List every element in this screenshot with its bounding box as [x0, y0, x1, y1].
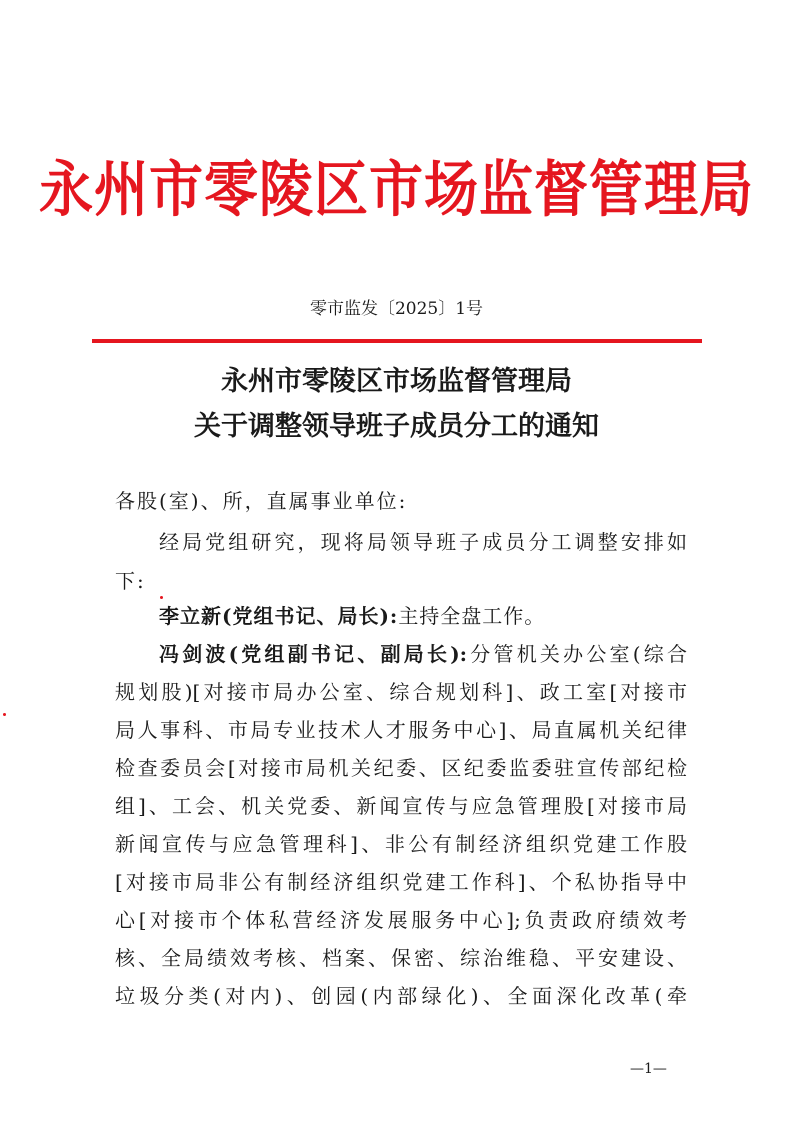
salutation: 各股(室)、所，直属事业单位:	[115, 489, 408, 513]
stray-mark	[160, 596, 163, 599]
masthead-title: 永州市零陵区市场监督管理局	[39, 152, 754, 225]
intro-line-1: 经局党组研究，现将局领导班子成员分工调整安排如	[159, 530, 687, 554]
body-line: [对接市局非公有制经济组织党建工作科]、个私协指导中	[115, 870, 687, 894]
item-text: 分管机关办公室(综合	[467, 642, 688, 666]
stray-mark	[3, 713, 6, 716]
item-name: 冯剑波(党组副书记、副局长):	[159, 642, 468, 666]
body-line: 心[对接市个体私营经济发展服务中心];负责政府绩效考	[115, 908, 687, 932]
body-line: 组]、工会、机关党委、新闻宣传与应急管理股[对接市局	[115, 794, 687, 818]
body-line: 局人事科、市局专业技术人才服务中心]、局直属机关纪律	[115, 718, 687, 742]
item-feng-jianbo	[159, 640, 687, 668]
item-name: 李立新(党组书记、局长):	[159, 604, 399, 628]
body-line: 检查委员会[对接市局机关纪委、区纪委监委驻宣传部纪检	[115, 756, 687, 780]
notice-title-line-1: 永州市零陵区市场监督管理局	[221, 366, 572, 397]
body-line: 新闻宣传与应急管理科]、非公有制经济组织党建工作股	[115, 832, 687, 856]
notice-title-line-2: 关于调整领导班子成员分工的通知	[194, 411, 599, 442]
body-line: 垃圾分类(对内)、创园(内部绿化)、全面深化改革(牵	[115, 984, 687, 1008]
body-line: 核、全局绩效考核、档案、保密、综治维稳、平安建设、	[115, 946, 687, 970]
item-li-lixin	[159, 602, 687, 630]
item-text: 主持全盘工作。	[398, 604, 546, 628]
intro-line-2: 下:	[115, 569, 146, 593]
document-number: 零市监发〔2025〕1号	[309, 299, 484, 319]
body-line: 规划股)[对接市局办公室、综合规划科]、政工室[对接市	[115, 680, 687, 704]
red-separator-line	[92, 339, 702, 343]
page-number: —1—	[630, 1061, 667, 1077]
